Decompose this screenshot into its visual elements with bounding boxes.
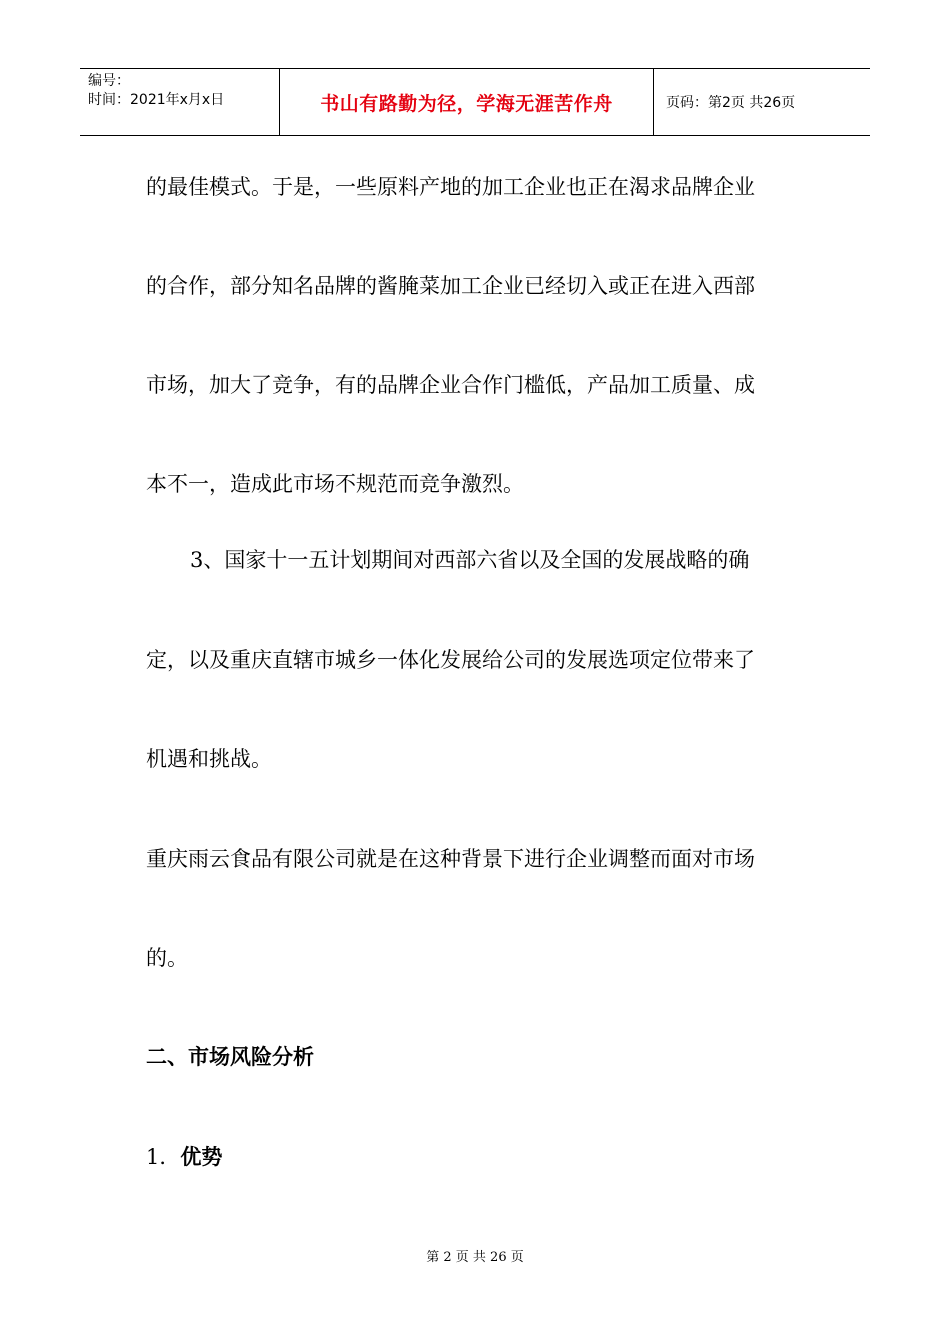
body-line-9: 的。 (146, 946, 188, 970)
body-line-4: 本不一，造成此市场不规范而竞争激烈。 (146, 472, 524, 496)
body-line-7: 机遇和挑战。 (146, 747, 272, 771)
body-line-2: 的合作，部分知名品牌的酱腌菜加工企业已经切入或正在进入西部 (146, 274, 755, 298)
header-motto: 书山有路勤为径，学海无涯苦作舟 (280, 69, 654, 135)
body-line-8: 重庆雨云食品有限公司就是在这种背景下进行企业调整而面对市场 (146, 847, 755, 871)
body-line-5: 3、国家十一五计划期间对西部六省以及全国的发展战略的确 (190, 548, 750, 572)
body-line-1: 的最佳模式。于是，一些原料产地的加工企业也正在渴求品牌企业 (146, 175, 755, 199)
subsection-number: 1． (146, 1145, 181, 1169)
page-header (80, 68, 870, 136)
subsection-heading (146, 1142, 222, 1172)
body-line-3: 市场，加大了竞争，有的品牌企业合作门槛低，产品加工质量、成 (146, 373, 755, 397)
page-footer: 第 2 页 共 26 页 (426, 1250, 524, 1265)
section-heading: 二、市场风险分析 (146, 1045, 314, 1069)
subsection-title: 优势 (180, 1145, 223, 1169)
header-page-info: 页码：第2页 共26页 (666, 95, 796, 111)
document-number-label: 编号： (88, 73, 130, 89)
body-line-6: 定，以及重庆直辖市城乡一体化发展给公司的发展选项定位带来了 (146, 648, 755, 672)
header-meta-cell (80, 69, 280, 135)
document-date-label: 时间：2021年x月x日 (88, 92, 225, 108)
